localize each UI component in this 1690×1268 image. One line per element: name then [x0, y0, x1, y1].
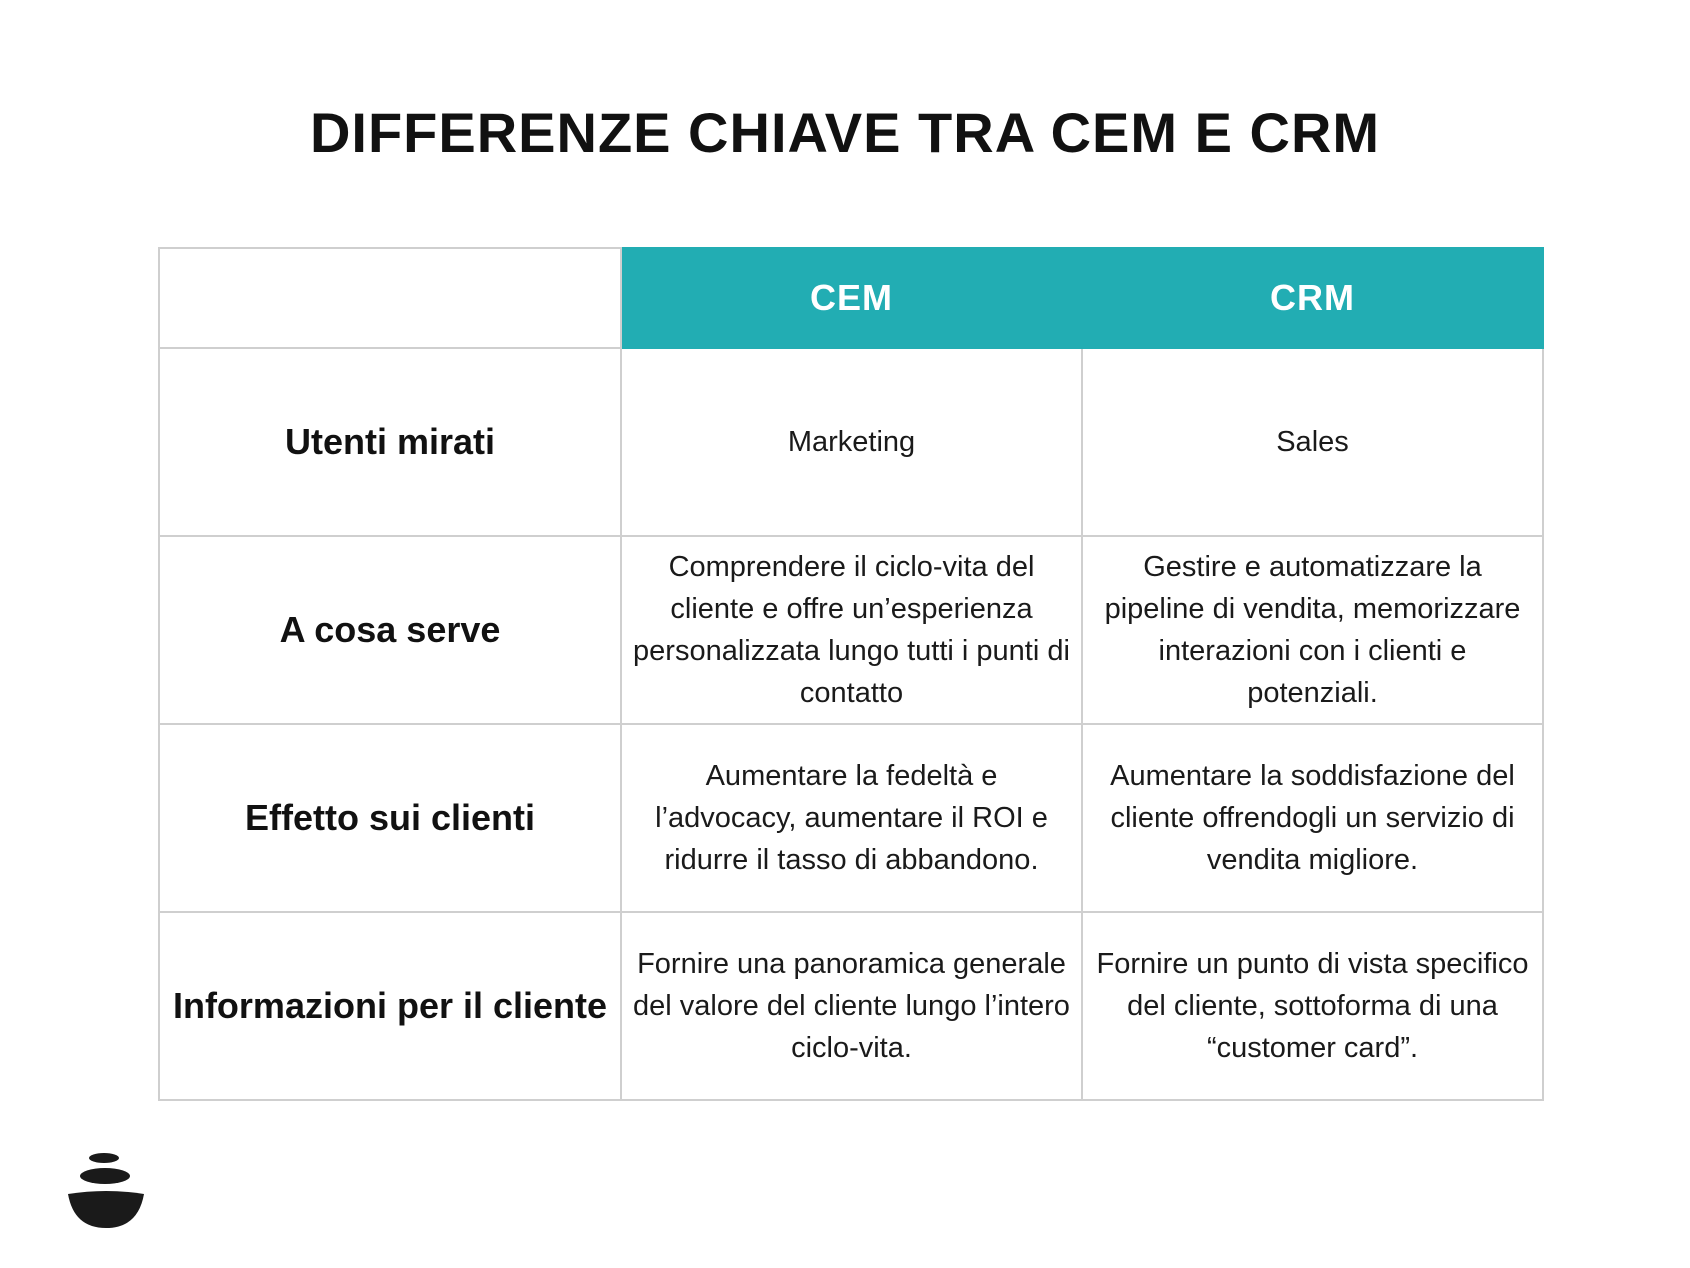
table-header-row [159, 248, 1543, 348]
cell-crm-informazioni-per-il-cliente: Fornire un punto di vista specifico del cliente, sottoforma di una “customer card”. [1082, 912, 1543, 1100]
table-row [159, 724, 1543, 912]
row-label-informazioni-per-il-cliente: Informazioni per il cliente [159, 912, 621, 1100]
cell-crm-utenti-mirati: Sales [1082, 348, 1543, 536]
cell-cem-utenti-mirati: Marketing [621, 348, 1082, 536]
column-header-crm: CRM [1082, 248, 1543, 348]
row-label-effetto-sui-clienti: Effetto sui clienti [159, 724, 621, 912]
table-row [159, 536, 1543, 724]
comparison-table [158, 247, 1544, 1101]
cell-cem-effetto-sui-clienti: Aumentare la fedeltà e l’advocacy, aumentare il ROI e ridurre il tasso di abbandono. [621, 724, 1082, 912]
row-label-a-cosa-serve: A cosa serve [159, 536, 621, 724]
page-title: DIFFERENZE CHIAVE TRA CEM E CRM [309, 101, 1381, 164]
logo-stone-top [89, 1153, 119, 1163]
logo-stone-middle [80, 1168, 130, 1184]
table-row [159, 912, 1543, 1100]
cell-cem-a-cosa-serve: Comprendere il ciclo-vita del cliente e offre un’esperienza personalizzata lungo tutti i punti di contatto [621, 536, 1082, 724]
logo-stone-bottom [68, 1191, 144, 1228]
stacked-stones-logo-icon [66, 1152, 146, 1228]
header-empty-cell [159, 248, 621, 348]
cell-crm-effetto-sui-clienti: Aumentare la soddisfazione del cliente offrendogli un servizio di vendita migliore. [1082, 724, 1543, 912]
column-header-cem: CEM [621, 248, 1082, 348]
cell-cem-informazioni-per-il-cliente: Fornire una panoramica generale del valore del cliente lungo l’intero ciclo-vita. [621, 912, 1082, 1100]
table-row [159, 348, 1543, 536]
row-label-utenti-mirati: Utenti mirati [159, 348, 621, 536]
cell-crm-a-cosa-serve: Gestire e automatizzare la pipeline di vendita, memorizzare interazioni con i clienti e potenziali. [1082, 536, 1543, 724]
